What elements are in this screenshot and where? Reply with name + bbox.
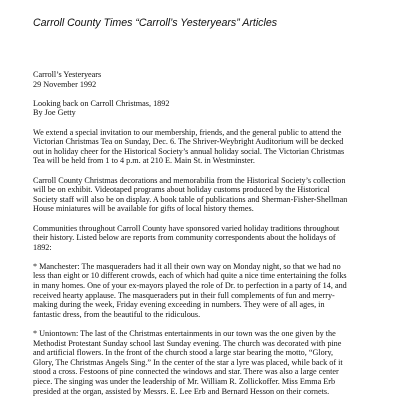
paragraph-line: We extend a special invitation to our membership, friends, and the general public to attend the — [33, 127, 342, 137]
article-paragraph — [33, 176, 378, 214]
paragraph-line: making during the week, Friday evening exceeding in numbers. They were of all ages, in — [33, 300, 325, 310]
article-paragraph — [33, 262, 378, 320]
article-body — [33, 70, 378, 400]
paragraph-line: Society staff will also be on display. A book table of publications and Sherman-Fisher-Shellman — [33, 194, 348, 204]
paragraph-line: fantastic dress, from the beautiful to the ridiculous. — [33, 309, 201, 319]
article-meta — [33, 70, 378, 89]
paragraph-line: Victorian Christmas Tea on Sunday, Dec. 6. The Shriver-Weybright Auditorium will be decked — [33, 137, 344, 147]
column-name: Carroll’s Yesteryears — [33, 70, 102, 79]
paragraph-line: out in holiday cheer for the Historical Society’s annual holiday social. The Victorian Christmas — [33, 146, 345, 156]
paragraph-line: House miniatures will be available for gifts of local history themes. — [33, 204, 254, 214]
paragraph-line: received hearty applause. The masqueraders put in their full complements of fun and merry- — [33, 290, 335, 300]
paragraph-line: in many homes. One of your ex-mayors played the role of Dr. to perfection in a party of 14, and — [33, 281, 347, 291]
paragraph-line: their history. Listed below are reports from community correspondents about the holidays of — [33, 233, 336, 243]
paragraph-line: less than eight or 10 different crowds, each of which had quite a nice time entertaining the folks — [33, 271, 347, 281]
article-title-block — [33, 99, 378, 118]
paragraph-line: stood a cross. Festoons of pine connected the windows and star. There was also a large center — [33, 367, 339, 377]
article-paragraph — [33, 329, 378, 396]
paragraph-line: piece. The singing was under the leadership of Mr. William R. Zollickoffer. Miss Emma Erb — [33, 377, 336, 386]
paragraph-line: presided at the organ, assisted by Messrs. E. Lee Erb and Bernard Hesson on their cornets. — [33, 386, 330, 396]
article-paragraph — [33, 128, 378, 166]
paragraph-line: Carroll County Christmas decorations and memorabilia from the Historical Society’s collection — [33, 175, 346, 185]
paragraph-line: Tea will be held from 1 to 4 p.m. at 210 E. Main St. in Westminster. — [33, 156, 255, 166]
paragraph-line: and artificial flowers. In the front of the church stood a large star bearing the motto, “Glory, — [33, 348, 334, 358]
article-date: 29 November 1992 — [33, 79, 97, 89]
paragraph-line: Methodist Protestant Sunday school last Sunday evening. The church was decorated with pine — [33, 338, 342, 348]
document-header: Carroll County Times “Carroll’s Yesteryears” Articles — [33, 17, 278, 29]
article-headline: Looking back on Carroll Christmas, 1892 — [33, 98, 170, 108]
paragraph-line: Glory, The Christmas Angels Sing.” In the center of the star a lyre was placed, while back of it — [33, 357, 343, 367]
article-paragraph — [33, 224, 378, 253]
paragraph-line: * Uniontown: The last of the Christmas entertainments in our town was the one given by the — [33, 329, 336, 339]
paragraph-line: 1892: — [33, 242, 52, 252]
article-byline: By Joe Getty — [33, 108, 76, 118]
article-paragraphs — [33, 128, 378, 397]
paragraph-line: will be on exhibit. Videotaped programs about holiday customs produced by the Historical — [33, 185, 330, 195]
paragraph-line: Communities throughout Carroll County have sponsored varied holiday traditions throughout — [33, 223, 340, 233]
paragraph-line: * Manchester: The masqueraders had it all their own way on Monday night, so that we had no — [33, 261, 341, 271]
